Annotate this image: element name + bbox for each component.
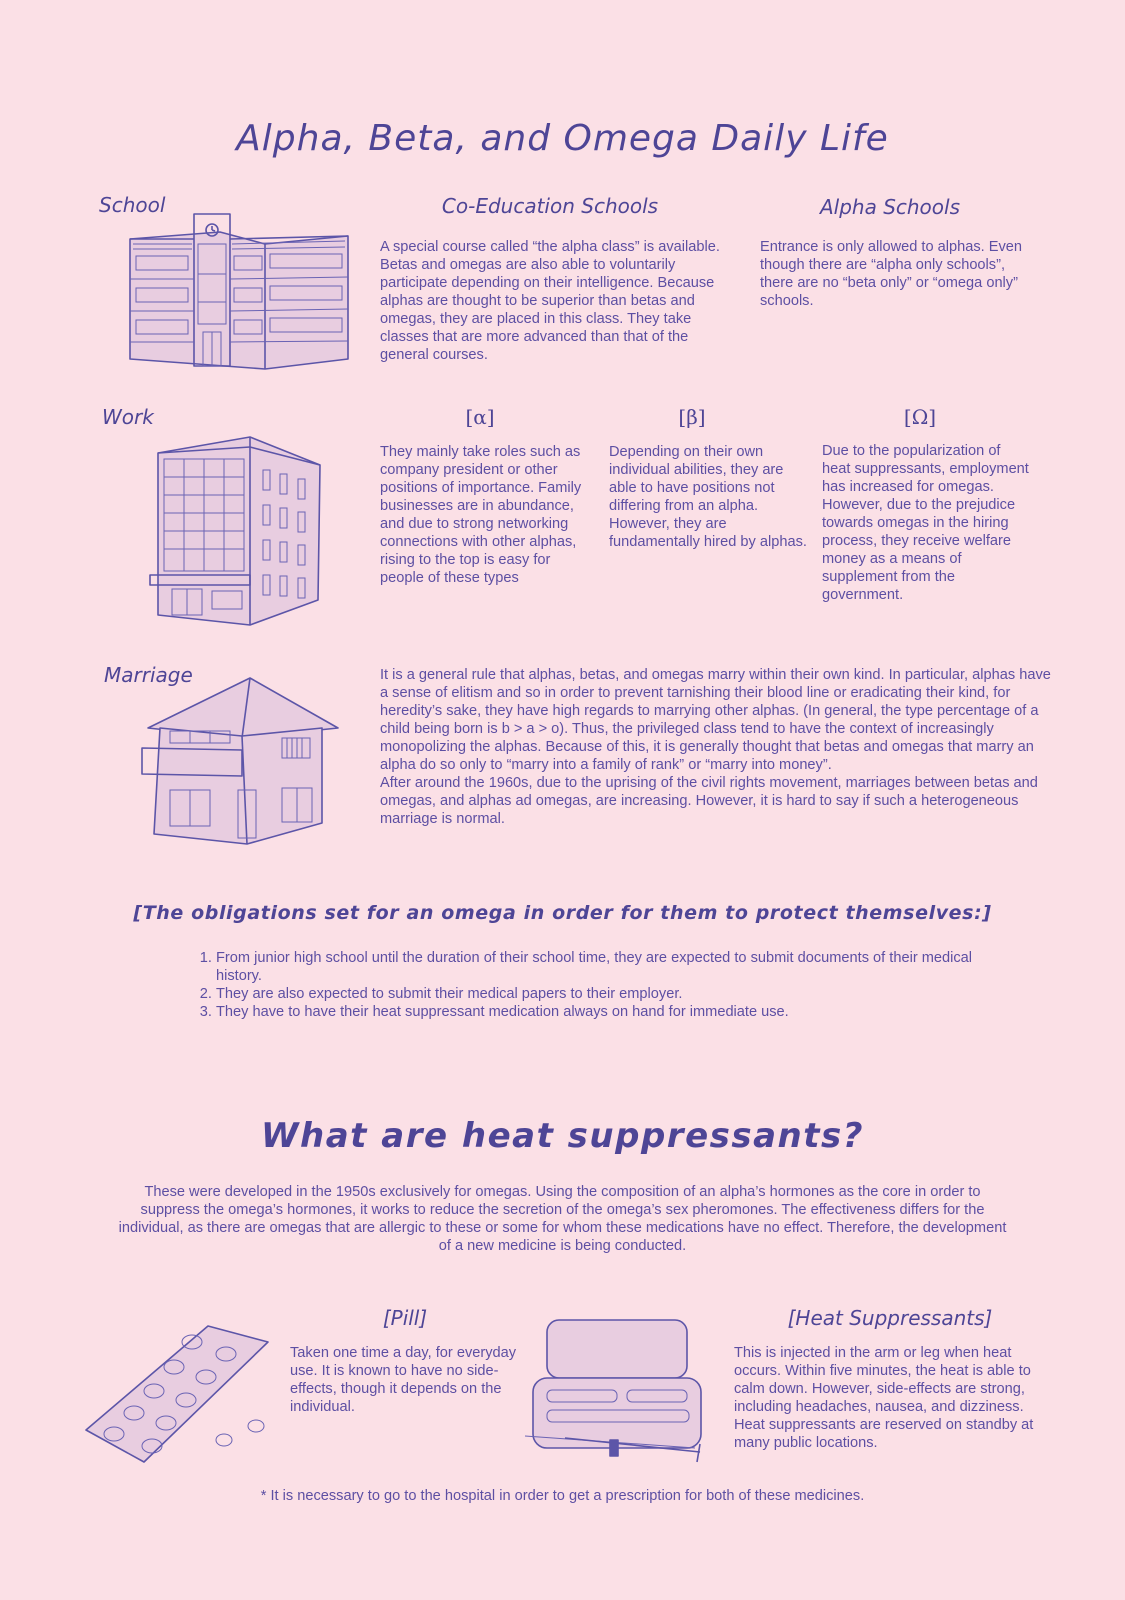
school-section-label: School xyxy=(99,193,166,217)
marriage-section-label: Marriage xyxy=(104,663,193,687)
school-building-icon xyxy=(130,214,356,374)
obligation-item: 2. They are also expected to submit their medical papers to their employer. xyxy=(216,985,979,1003)
office-building-icon xyxy=(150,435,325,630)
marriage-text-2: After around the 1960s, due to the uprising of the civil rights movement, marriages between betas and omegas, and alphas ad omegas, are increasing. However, it is hard to say if such a heterogeneous marriage is normal. xyxy=(380,775,1038,827)
house-icon xyxy=(142,678,342,848)
pill-text: Taken one time a day, for everyday use. It is known to have no side-effects, though it depends on the individual. xyxy=(290,1345,517,1415)
omega-symbol: [Ω] xyxy=(903,405,937,429)
obligations-list xyxy=(199,949,979,1021)
syringe-case-icon xyxy=(525,1320,715,1470)
obligation-item: 3. They have to have their heat suppressant medication always on hand for immediate use. xyxy=(216,1003,979,1021)
alpha-symbol: [α] xyxy=(465,405,495,429)
footnote: * It is necessary to go to the hospital in order to get a prescription for both of these medicines. xyxy=(260,1488,865,1504)
injection-title: [Heat Suppressants] xyxy=(787,1306,993,1330)
obligations-title: [The obligations set for an omega in order for them to protect themselves:] xyxy=(133,902,992,924)
coed-schools-title: Co-Education Schools xyxy=(441,194,659,218)
work-omega-text: Due to the popularization of heat suppressants, employment has increased for omegas. However, due to the prejudice towards omegas in the hiring process, they receive welfare money as a means of supplement from the government. xyxy=(822,443,1029,603)
page-title: Alpha, Beta, and Omega Daily Life xyxy=(236,118,889,159)
marriage-text: It is a general rule that alphas, betas, and omegas marry within their own kind. In particular, alphas have a sense of elitism and so in order to prevent tarnishing their blood line or eradicating their kind, for heredity’s sake, they have high regards to marrying other alphas. (In general, the type percentage of a child being born is b > a > o). Thus, the privileged class tend to have the context of increasingly monopolizing the alphas. Because of this, it is generally thought that betas and omegas that marry an alpha do so only to “marry into a family of rank” or “marry into money”. xyxy=(380,667,1051,773)
coed-schools-text: A special course called “the alpha class” is available. Betas and omegas are also able to voluntarily participate depending on their intelligence. Because alphas are thought to be superior than betas and omegas, they are placed in this class. They take classes that are more advanced than that of the general courses. xyxy=(380,239,720,363)
obligation-item: 1. From junior high school until the duration of their school time, they are expected to submit documents of their medical history. xyxy=(216,949,979,985)
work-beta-text: Depending on their own individual abilities, they are able to have positions not differing from an alpha. However, they are fundamentally hired by alphas. xyxy=(609,444,807,550)
beta-symbol: [β] xyxy=(678,405,706,429)
heat-suppressants-title: What are heat suppressants? xyxy=(261,1116,864,1156)
work-section-label: Work xyxy=(102,405,154,429)
alpha-schools-title: Alpha Schools xyxy=(819,195,961,219)
alpha-schools-text: Entrance is only allowed to alphas. Even though there are “alpha only schools”, there are no “beta only” or “omega only” schools. xyxy=(760,239,1023,309)
pill-title: [Pill] xyxy=(382,1306,428,1330)
work-alpha-text: They mainly take roles such as company president or other positions of importance. Family businesses are in abundance, and due to strong networking connections with other alphas, rising to the top is easy for people of these types xyxy=(380,444,582,586)
heat-intro-text: These were developed in the 1950s exclusively for omegas. Using the composition of an alpha’s hormones as the core in order to suppress the omega’s hormones, it works to reduce the secretion of the omega’s sex pheromones. The effectiveness differs for the individual, as there are omegas that are allergic to these or some for whom these medications have no effect. Therefore, the development of a new medicine is being conducted. xyxy=(118,1184,1007,1254)
injection-text: This is injected in the arm or leg when heat occurs. Within five minutes, the heat is able to calm down. However, side-effects are strong, including headaches, nausea, and dizziness. Heat suppressants are reserved on standby at many public locations. xyxy=(734,1345,1034,1451)
pill-blister-icon xyxy=(86,1320,276,1465)
